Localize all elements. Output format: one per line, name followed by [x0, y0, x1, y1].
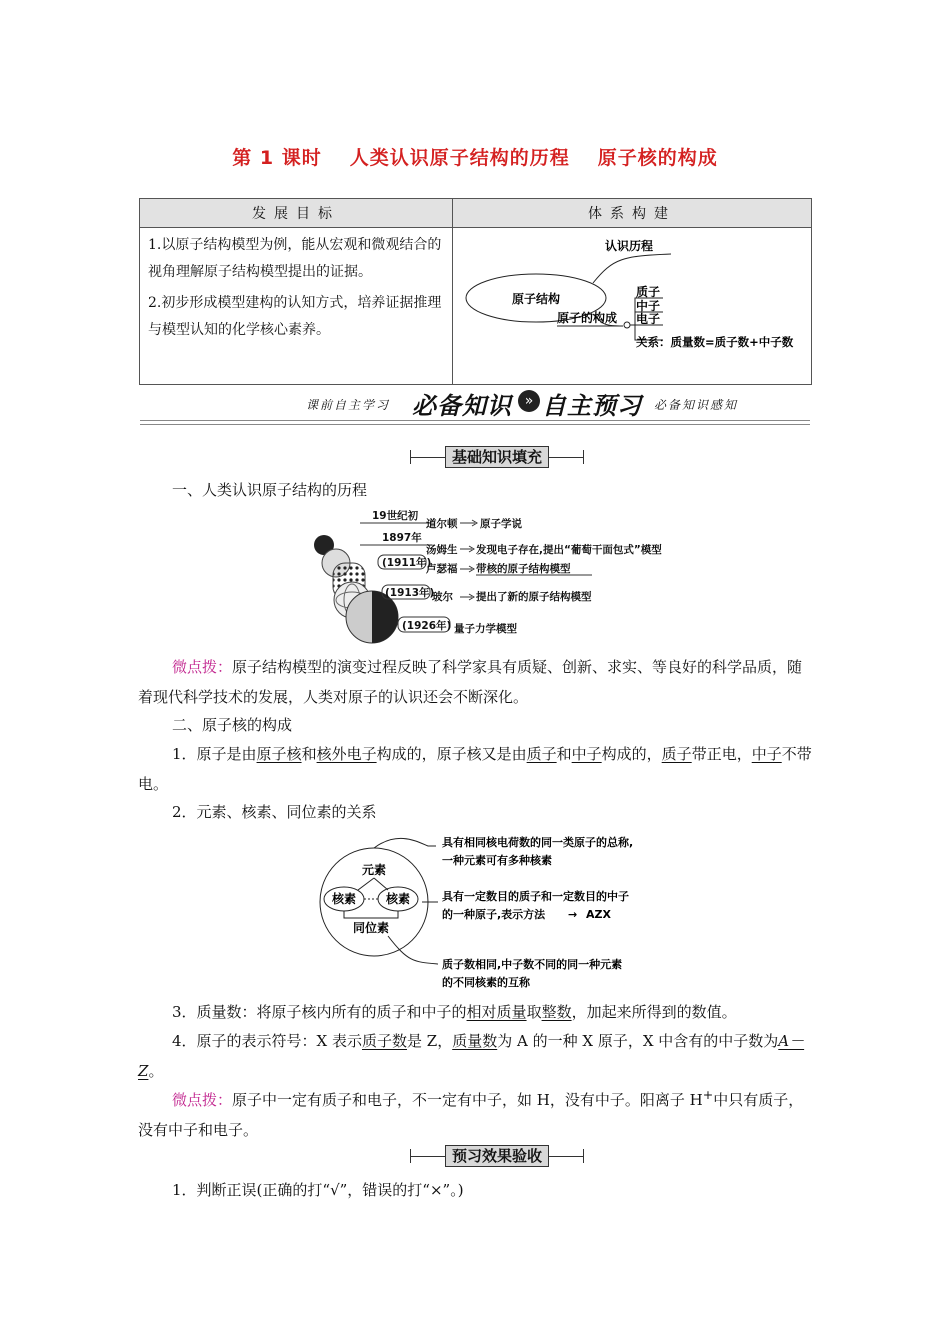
note-3-line-1: 质子数相同,中子数不同的同一种元素 — [442, 958, 623, 971]
mindmap-root: 原子结构 — [511, 292, 561, 306]
mindmap-branch-history: 认识历程 — [605, 239, 654, 253]
goals-cell — [140, 228, 453, 385]
system-header: 体系构建 — [453, 199, 812, 228]
banner-right: 必备知识感知 — [654, 398, 739, 412]
title-sub: 原子核的构成 — [597, 147, 718, 169]
note-1-line-2: 一种元素可有多种核素 — [442, 854, 552, 867]
blank-proton-number: 质子数 — [362, 1032, 408, 1050]
banner-left: 课前自主学习 — [306, 398, 391, 412]
banner-arrow-icon: » — [518, 390, 540, 412]
blank-proton-1: 质子 — [526, 745, 557, 763]
element-nuclide-diagram — [318, 832, 688, 992]
mindmap-leaf-neutron: 中子 — [636, 299, 661, 313]
section-preview-check: 预习效果验收 — [410, 1145, 584, 1167]
note-2-line-1: 具有一定数目的质子和一定数目的中子 — [442, 890, 629, 903]
note-1-line-1: 具有相同核电荷数的同一类原子的总称, — [442, 836, 634, 849]
section-banner — [140, 386, 810, 422]
diagram-element: 元素 — [361, 863, 387, 877]
timeline-year-5: (1926年) — [402, 620, 452, 632]
goals-table — [139, 198, 812, 385]
mindmap-diagram — [453, 228, 811, 380]
note-3-line-2: 的不同核素的互称 — [442, 976, 530, 989]
note-2-arrow: → — [568, 908, 578, 921]
page-title — [0, 143, 950, 170]
nucleus-paragraph-3: 3．质量数：将原子核内所有的质子和中子的相对质量取整数，加起来所得到的数值。 — [172, 1003, 737, 1021]
banner-divider — [140, 420, 810, 425]
exercise-1: 1．判断正误(正确的打“√”，错误的打“×”。) — [172, 1181, 464, 1199]
title-main: 人类认识原子结构的历程 — [349, 147, 570, 169]
goals-header: 发展目标 — [140, 199, 453, 228]
blank-relative-mass: 相对质量 — [466, 1003, 527, 1021]
note-2-symbol: AZX — [586, 908, 611, 921]
note-2-line-2: 的一种原子,表示方法 — [442, 908, 546, 921]
lesson-number: 第 1 课时 — [232, 147, 322, 169]
mindmap-leaf-electron: 电子 — [636, 312, 661, 326]
mindmap-branch-composition: 原子的构成 — [557, 311, 618, 325]
timeline-scientist-1: 道尔顿 — [426, 518, 458, 530]
section-basic-knowledge: 基础知识填充 — [410, 446, 584, 468]
timeline-year-4: (1913年) — [385, 587, 435, 599]
mindmap-leaf-relation: 关系：质量数=质子数+中子数 — [636, 335, 794, 349]
timeline-year-1: 19世纪初 — [372, 510, 419, 522]
blank-proton-2: 质子 — [661, 745, 692, 763]
tip-1-label: 微点拨： — [172, 658, 233, 676]
diagram-nuclide-2: 核素 — [385, 892, 411, 906]
mindmap-leaf-proton: 质子 — [636, 285, 661, 299]
blank-nucleus: 原子核 — [256, 745, 302, 763]
timeline-year-2: 1897年 — [382, 532, 422, 544]
tip-1 — [138, 652, 814, 712]
mindmap-cell — [453, 228, 812, 385]
blank-integer: 整数 — [541, 1003, 572, 1021]
goal-1: 1.以原子结构模型为例，能从宏观和微观结合的视角理解原子结构模型提出的证据。 — [148, 237, 442, 280]
tip-1-text: 原子结构模型的演变过程反映了科学家具有质疑、创新、求实、等良好的科学品质，随着现代科学技术的发展，人类对原子的认识还会不断深化。 — [138, 658, 803, 706]
blank-mass-number: 质量数 — [452, 1032, 498, 1050]
timeline-scientist-3: 卢瑟福 — [426, 563, 458, 575]
nucleus-paragraph-2: 2．元素、核素、同位素的关系 — [172, 803, 377, 821]
nucleus-heading: 二、原子核的构成 — [172, 716, 293, 734]
banner-main-1: 必备知识 — [412, 392, 512, 420]
timeline-year-3: (1911年) — [382, 557, 432, 569]
banner-main-2: 自主预习 — [542, 392, 642, 420]
tip-2: 微点拨：原子中一定有质子和电子，不一定有中子，如 H，没有中子。阳离子 H+中只有质子，没有中子和电子。 — [138, 1087, 804, 1139]
timeline-model-2: 发现电子存在,提出“葡萄干面包式”模型 — [476, 544, 662, 556]
blank-neutron-2: 中子 — [751, 745, 782, 763]
nucleus-paragraph-1: 1．原子是由原子核和核外电子构成的，原子核又是由质子和中子构成的，质子带正电，中子不带电。 — [138, 745, 812, 793]
tip-2-label: 微点拨： — [172, 1091, 233, 1109]
diagram-isotope: 同位素 — [352, 921, 390, 935]
diagram-nuclide-1: 核素 — [331, 892, 357, 906]
timeline-model-1: 原子学说 — [480, 518, 522, 530]
history-heading: 一、人类认识原子结构的历程 — [172, 481, 368, 499]
blank-electrons: 核外电子 — [316, 745, 377, 763]
blank-neutron-1: 中子 — [571, 745, 602, 763]
timeline-scientist-4: 玻尔 — [432, 591, 453, 603]
timeline-model-5: 量子力学模型 — [454, 623, 517, 635]
blank-neutron-count: A－Z — [138, 1032, 805, 1080]
timeline-scientist-2: 汤姆生 — [426, 544, 458, 556]
timeline-model-4: 提出了新的原子结构模型 — [476, 591, 592, 603]
nucleus-paragraph-4: 4．原子的表示符号：X 表示质子数是 Z，质量数为 A 的一种 X 原子，X 中含有的中子数为A－Z。 — [138, 1032, 805, 1080]
goal-2: 2.初步形成模型建构的认知方式，培养证据推理与模型认知的化学核心素养。 — [148, 295, 442, 338]
history-timeline-diagram — [300, 505, 690, 650]
timeline-model-3: 带核的原子结构模型 — [476, 563, 571, 575]
